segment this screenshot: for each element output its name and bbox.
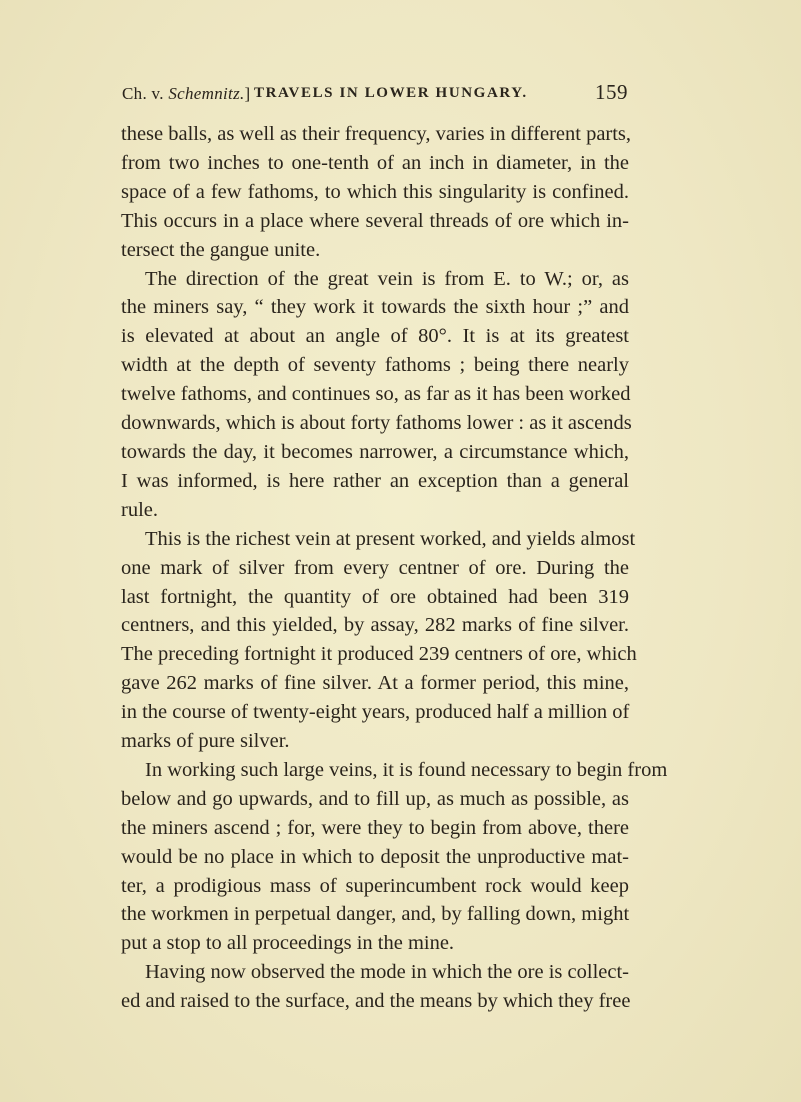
text-line: gave 262 marks of fine silver. At a former period, this mine, bbox=[121, 672, 629, 695]
text-line: downwards, which is about forty fathoms lower : as it ascends bbox=[121, 412, 632, 435]
text-line: ed and raised to the surface, and the means by which they free bbox=[121, 990, 631, 1013]
text-line: tersect the gangue unite. bbox=[121, 238, 321, 261]
text-line: I was informed, is here rather an exception than a general bbox=[121, 469, 629, 492]
text-line: rule. bbox=[121, 498, 158, 521]
text-line: This is the richest vein at present worked, and yields almost bbox=[145, 527, 636, 550]
chapter-bracket: ] bbox=[244, 84, 251, 103]
text-line: space of a few fathoms, to which this singularity is confined. bbox=[121, 180, 629, 203]
text-line: width at the depth of seventy fathoms ; being there nearly bbox=[121, 354, 629, 377]
text-line: This occurs in a place where several threads of ore which in- bbox=[121, 209, 629, 232]
text-line: Having now observed the mode in which the ore is collect- bbox=[145, 961, 629, 984]
text-line: ter, a prodigious mass of superincumbent rock would keep bbox=[121, 874, 629, 897]
text-line: centners, and this yielded, by assay, 282 marks of fine silver. bbox=[121, 614, 629, 637]
text-line: In working such large veins, it is found necessary to begin from bbox=[145, 758, 668, 781]
text-line: the miners ascend ; for, were they to begin from above, there bbox=[121, 816, 629, 839]
text-line: one mark of silver from every centner of ore. During the bbox=[121, 556, 629, 579]
text-line: towards the day, it becomes narrower, a circumstance which, bbox=[121, 440, 629, 463]
text-line: The direction of the great vein is from E. to W.; or, as bbox=[145, 267, 629, 290]
page-number: 159 bbox=[595, 80, 628, 104]
chapter-prefix: Ch. v. bbox=[122, 84, 164, 103]
text-line: put a stop to all proceedings in the mine. bbox=[121, 932, 455, 955]
chapter-reference bbox=[122, 84, 251, 104]
text-line: is elevated at about an angle of 80°. It is at its greatest bbox=[121, 325, 629, 348]
text-line: in the course of twenty-eight years, produced half a million of bbox=[121, 701, 630, 724]
body-text bbox=[121, 120, 668, 1016]
text-line: The preceding fortnight it produced 239 centners of ore, which bbox=[121, 643, 637, 666]
text-line: the miners say, “ they work it towards the sixth hour ;” and bbox=[121, 296, 629, 319]
text-line: last fortnight, the quantity of ore obtained had been 319 bbox=[121, 585, 629, 608]
text-line: these balls, as well as their frequency, varies in different parts, bbox=[121, 123, 632, 145]
text-line: would be no place in which to deposit the unproductive mat- bbox=[121, 845, 629, 868]
text-line: marks of pure silver. bbox=[121, 730, 290, 753]
running-head bbox=[122, 80, 628, 106]
text-line: the workmen in perpetual danger, and, by falling down, might bbox=[121, 903, 630, 926]
book-title: TRAVELS IN LOWER HUNGARY. bbox=[254, 85, 528, 101]
text-line: from two inches to one-tenth of an inch in diameter, in the bbox=[121, 151, 629, 174]
text-line: twelve fathoms, and continues so, as far as it has been worked bbox=[121, 383, 631, 406]
chapter-place: Schemnitz. bbox=[168, 84, 245, 103]
text-line: below and go upwards, and to fill up, as much as possible, as bbox=[121, 787, 629, 810]
